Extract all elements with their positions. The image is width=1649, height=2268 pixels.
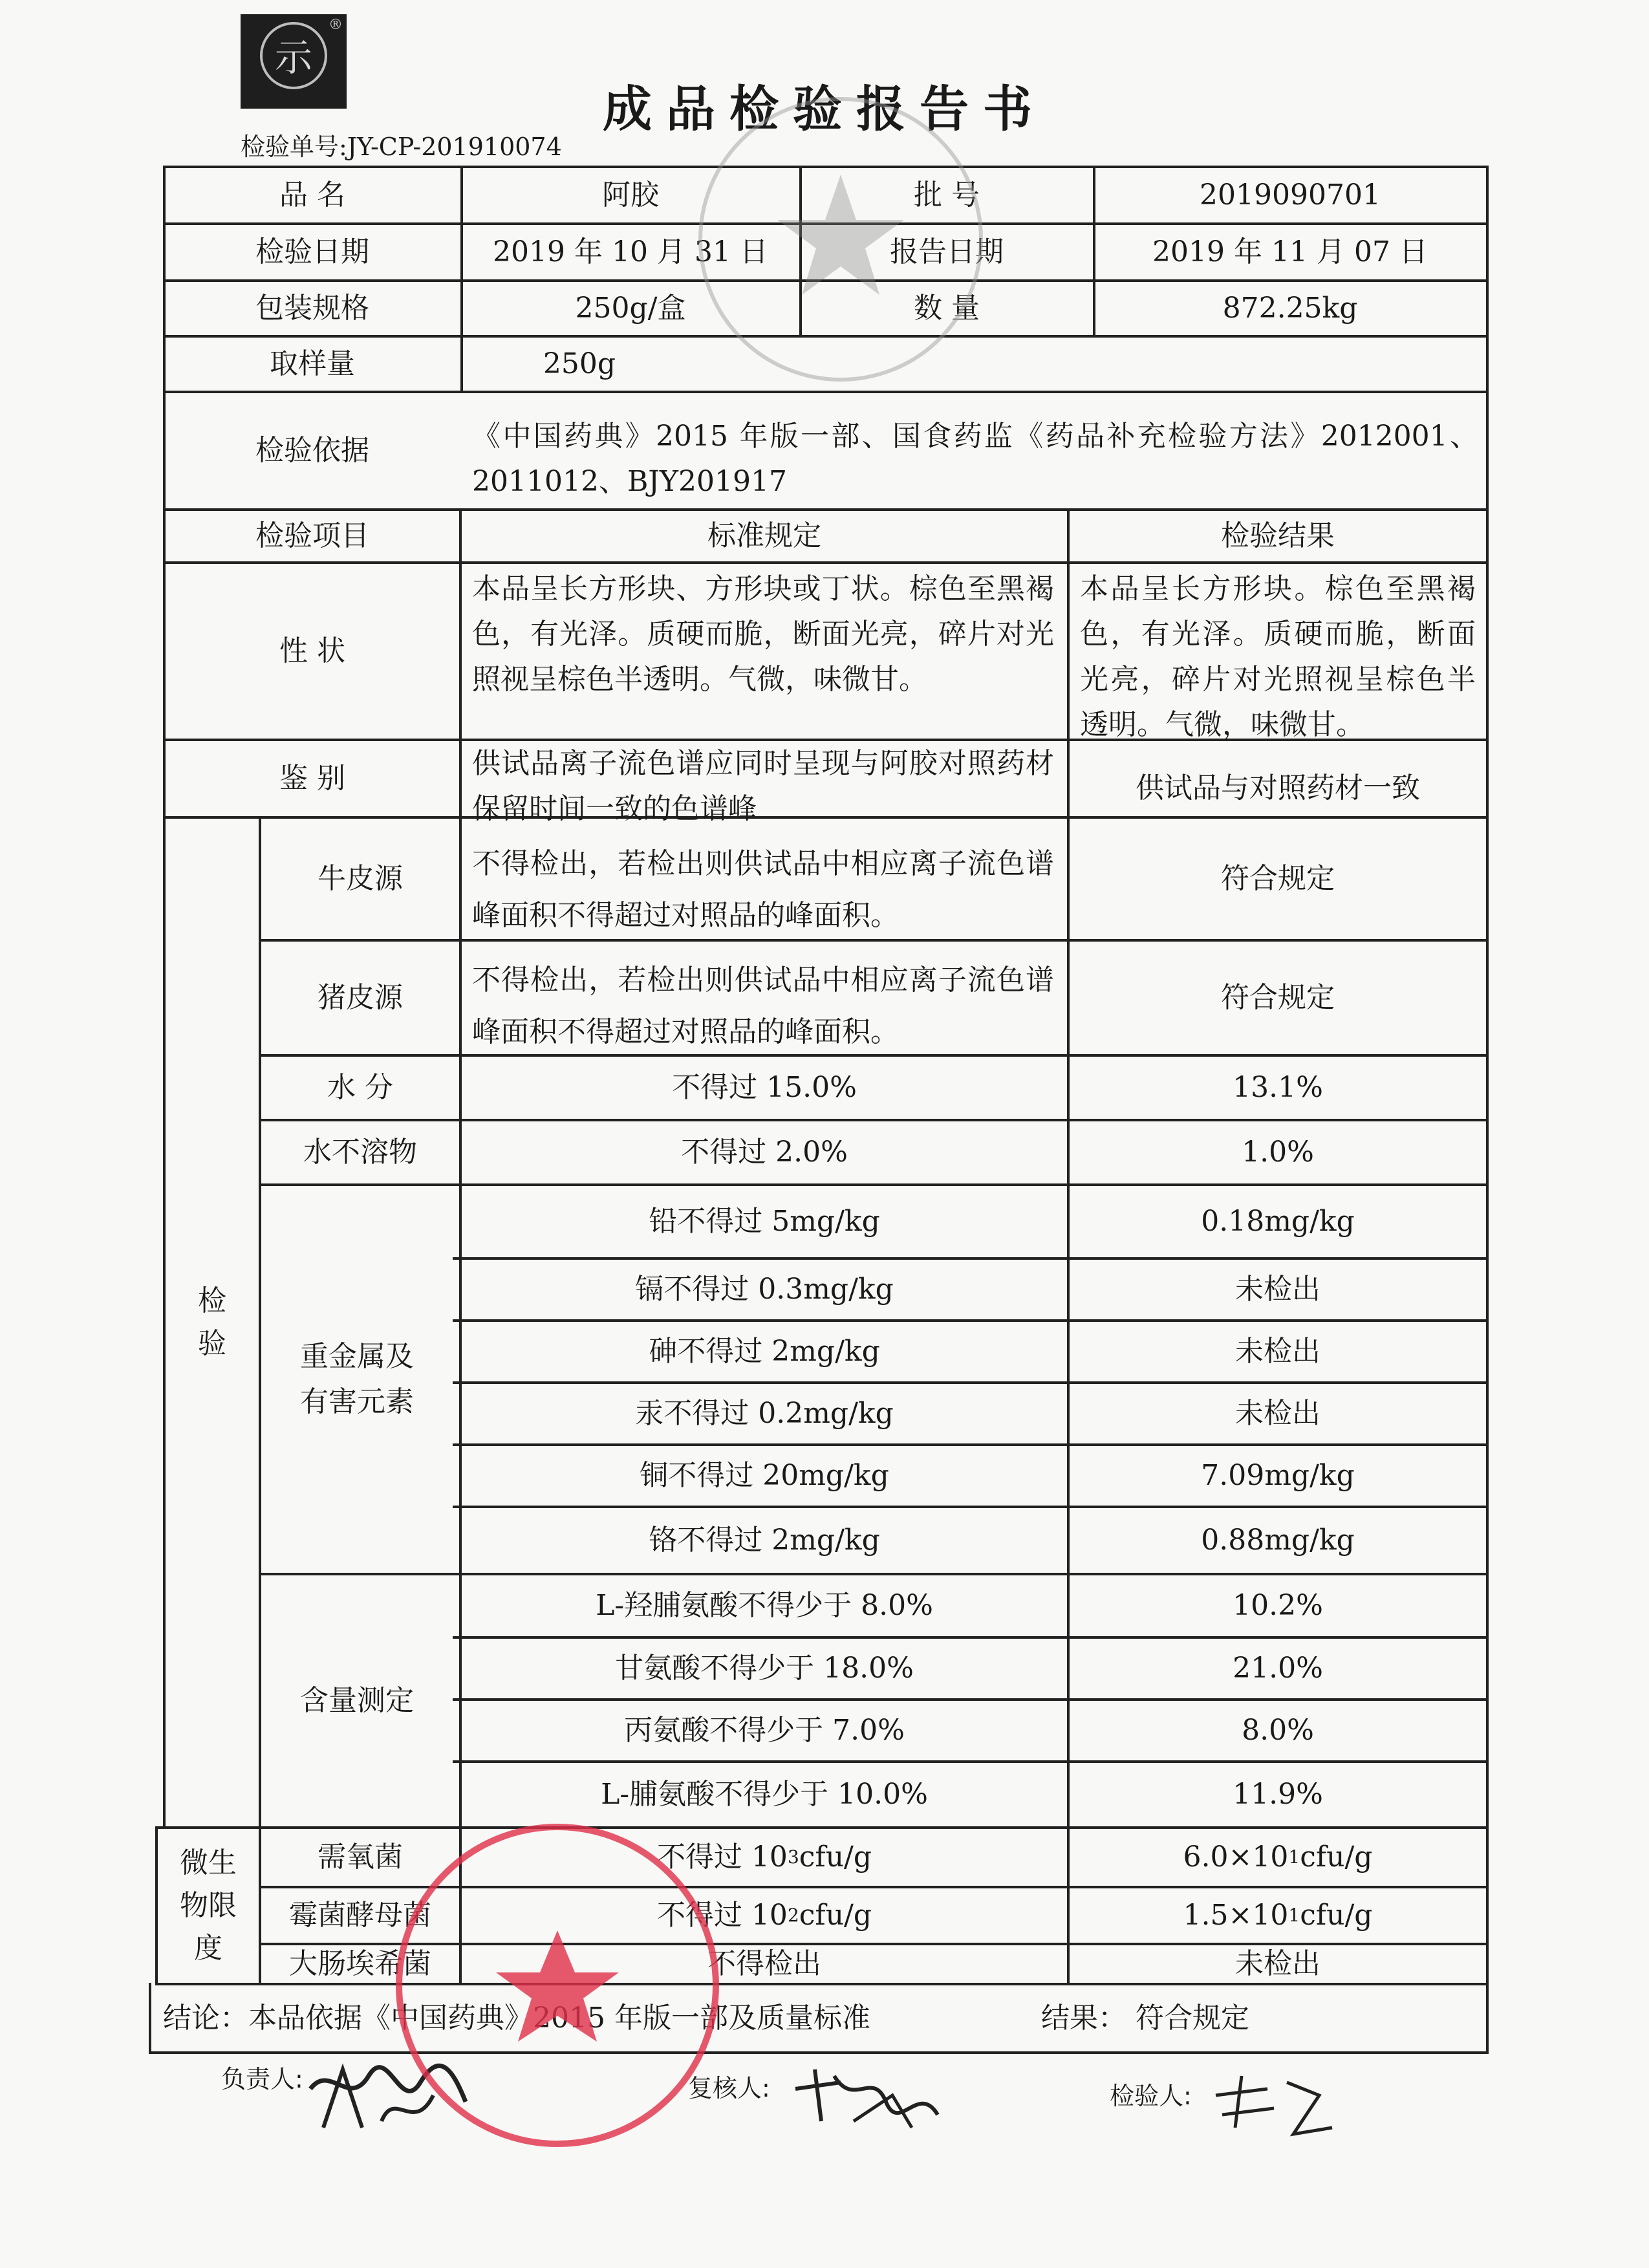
reviewer-label: 复核人: xyxy=(688,2074,770,2102)
heavy-metal-result: 未检出 xyxy=(1235,1335,1320,1368)
microbe-result-unit: cfu/g xyxy=(1300,1899,1373,1932)
properties-label: 性 状 xyxy=(279,634,345,667)
heavy-metal-standard: 镉不得过 0.3mg/kg xyxy=(635,1273,894,1306)
batch-label: 批 号 xyxy=(914,178,980,211)
qc-department-stamp xyxy=(698,97,983,382)
water-result: 13.1% xyxy=(1233,1071,1323,1104)
microbe-result xyxy=(1070,1829,1486,1886)
pigskin-result: 符合规定 xyxy=(1221,981,1335,1014)
report-date-value: 2019 年 11 月 07 日 xyxy=(1152,235,1428,268)
heavy-metal-standard: 汞不得过 0.2mg/kg xyxy=(635,1397,894,1430)
microbe-standard-prefix: 不得检出 xyxy=(707,1947,821,1980)
cowhide-result: 符合规定 xyxy=(1221,862,1335,895)
company-logo-icon: 示 ® xyxy=(241,14,347,109)
microbe-standard-prefix: 不得过 10 xyxy=(656,1841,788,1874)
company-stamp-star-icon xyxy=(405,1833,709,2137)
cowhide-label: 牛皮源 xyxy=(318,862,403,895)
pigskin-standard: 不得检出，若检出则供试品中相应离子流色谱峰面积不得超过对照品的峰面积。 xyxy=(472,964,1054,1048)
microbe-standard-exponent: 3 xyxy=(787,1846,799,1868)
heavy-metal-standard: 砷不得过 2mg/kg xyxy=(649,1335,880,1368)
properties-result: 本品呈长方形块。棕色至黑褐色，有光泽。质硬而脆，断面光亮，碎片对光照视呈棕色半透明。气微，味微甘。 xyxy=(1080,572,1476,741)
inspection-label: 检 验 xyxy=(198,1284,226,1360)
conclusion-text: 结论：本品依据《中国药典》2015 年版一部及质量标准 xyxy=(163,2002,870,2035)
microbial-group-label xyxy=(158,1829,259,1983)
heavy-metals-label-text: 重金属及有害元素 xyxy=(300,1340,414,1418)
microbe-result-prefix: 未检出 xyxy=(1235,1947,1320,1980)
responsible-label: 负责人: xyxy=(221,2065,303,2093)
microbe-standard-exponent: 2 xyxy=(787,1905,799,1926)
col-item-header: 检验项目 xyxy=(255,519,369,552)
inspect-date-value: 2019 年 10 月 31 日 xyxy=(493,235,768,268)
report-number: 检验单号:JY-CP-201910074 xyxy=(241,133,562,161)
heavy-metal-result: 7.09mg/kg xyxy=(1201,1459,1355,1492)
reviewer-signature xyxy=(789,2057,944,2134)
col-standard-header: 标准规定 xyxy=(707,519,821,552)
qc-stamp-star-icon xyxy=(705,103,976,375)
cowhide-standard: 不得检出，若检出则供试品中相应离子流色谱峰面积不得超过对照品的峰面积。 xyxy=(472,847,1054,932)
report-title: 成品检验报告书 xyxy=(603,80,1046,138)
assay-standard: 丙氨酸不得少于 7.0% xyxy=(624,1714,905,1747)
basis-label: 检验依据 xyxy=(255,434,369,467)
sample-label: 取样量 xyxy=(270,347,355,380)
microbe-result-exponent: 1 xyxy=(1288,1905,1300,1926)
microbe-result-exponent: 1 xyxy=(1288,1846,1300,1868)
company-quality-stamp xyxy=(396,1824,719,2147)
insoluble-result: 1.0% xyxy=(1242,1136,1314,1169)
heavy-metals-label xyxy=(261,1186,453,1573)
assay-standard: 甘氨酸不得少于 18.0% xyxy=(615,1652,914,1685)
inspector-label: 检验人: xyxy=(1110,2082,1192,2110)
inspector-signature xyxy=(1209,2069,1339,2141)
heavy-metal-result: 0.88mg/kg xyxy=(1201,1524,1355,1557)
properties-standard: 本品呈长方形块、方形块或丁状。棕色至黑褐色，有光泽。质硬而脆，断面光亮，碎片对光照视呈棕色半透明。气微，味微甘。 xyxy=(472,572,1054,696)
product-name-value: 阿胶 xyxy=(602,178,659,211)
heavy-metal-standard: 铅不得过 5mg/kg xyxy=(649,1205,880,1238)
assay-result: 8.0% xyxy=(1242,1714,1314,1747)
assay-result: 21.0% xyxy=(1233,1652,1323,1685)
microbe-standard-unit: cfu/g xyxy=(799,1899,872,1932)
report-date-label: 报告日期 xyxy=(890,235,1004,268)
basis-value: 《中国药典》2015 年版一部、国食药监《药品补充检验方法》2012001、2011012、BJY201917 xyxy=(472,420,1478,498)
sample-value: 250g xyxy=(543,347,616,380)
inspect-date-label: 检验日期 xyxy=(255,235,369,268)
microbe-name: 霉菌酵母菌 xyxy=(289,1899,431,1932)
pigskin-label: 猪皮源 xyxy=(318,981,403,1014)
col-result-header: 检验结果 xyxy=(1221,519,1335,552)
assay-result: 10.2% xyxy=(1233,1589,1323,1622)
assay-standard: L-羟脯氨酸不得少于 8.0% xyxy=(596,1589,933,1622)
microbe-name: 需氧菌 xyxy=(318,1841,403,1874)
identification-standard: 供试品离子流色谱应同时呈现与阿胶对照药材保留时间一致的色谱峰 xyxy=(472,747,1054,825)
water-standard: 不得过 15.0% xyxy=(672,1071,857,1104)
microbe-result xyxy=(1070,1945,1486,1983)
heavy-metal-result: 未检出 xyxy=(1235,1397,1320,1430)
microbe-result-prefix: 6.0×10 xyxy=(1183,1841,1289,1874)
batch-value: 2019090701 xyxy=(1200,178,1381,211)
microbial-label: 微生物限度 xyxy=(180,1846,237,1965)
microbe-result-prefix: 1.5×10 xyxy=(1183,1899,1289,1932)
heavy-metal-standard: 铜不得过 20mg/kg xyxy=(640,1459,889,1492)
identification-result: 供试品与对照药材一致 xyxy=(1136,772,1420,805)
microbe-result-unit: cfu/g xyxy=(1300,1841,1373,1874)
microbe-name: 大肠埃希菌 xyxy=(289,1947,431,1980)
inspection-group-label xyxy=(166,819,259,1826)
heavy-metal-standard: 铬不得过 2mg/kg xyxy=(649,1524,880,1557)
quantity-value: 872.25kg xyxy=(1222,292,1358,325)
microbe-result xyxy=(1070,1888,1486,1943)
water-label: 水 分 xyxy=(327,1071,393,1104)
heavy-metal-result: 0.18mg/kg xyxy=(1201,1205,1355,1238)
insoluble-label: 水不溶物 xyxy=(303,1136,417,1169)
microbe-standard-prefix: 不得过 10 xyxy=(656,1899,788,1932)
conclusion-result: 结果： 符合规定 xyxy=(1041,2002,1249,2035)
microbe-standard-unit: cfu/g xyxy=(799,1841,872,1874)
heavy-metal-result: 未检出 xyxy=(1235,1273,1320,1306)
package-label: 包装规格 xyxy=(255,292,369,325)
product-name-label: 品 名 xyxy=(279,178,345,211)
package-value: 250g/盒 xyxy=(575,292,686,325)
quantity-label: 数 量 xyxy=(914,292,980,325)
assay-standard: L-脯氨酸不得少于 10.0% xyxy=(601,1778,928,1811)
identification-label: 鉴 别 xyxy=(279,762,345,795)
assay-label: 含量测定 xyxy=(300,1684,414,1717)
assay-result: 11.9% xyxy=(1233,1778,1323,1811)
insoluble-standard: 不得过 2.0% xyxy=(681,1136,848,1169)
